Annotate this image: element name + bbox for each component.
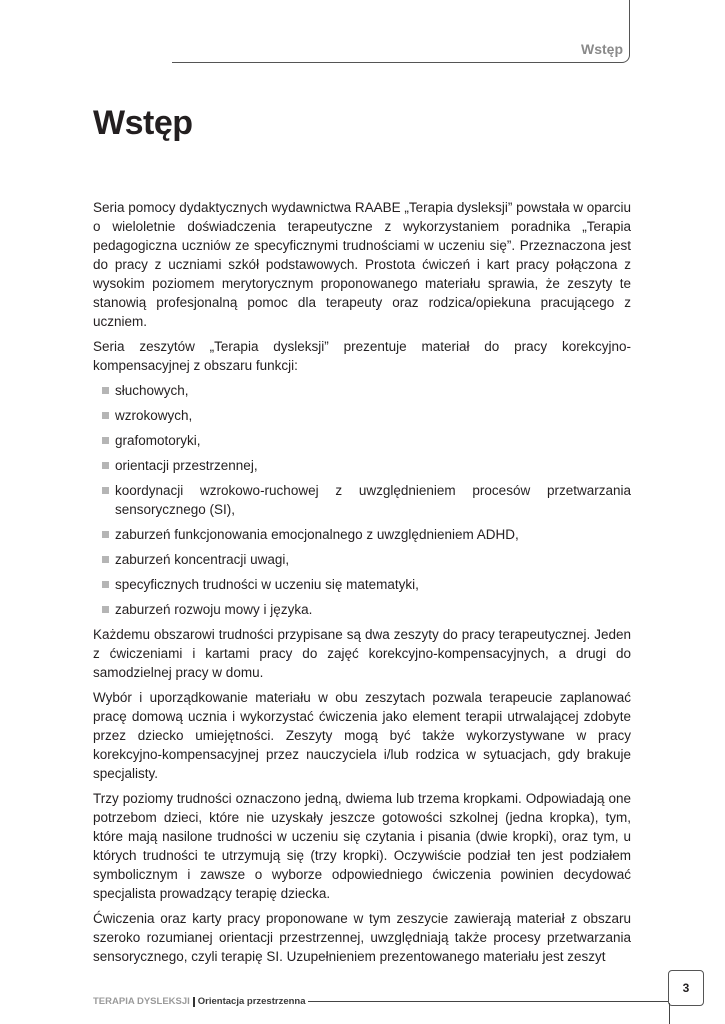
bullet-item [115, 600, 631, 619]
bullet-text: grafomotoryki, [115, 433, 201, 448]
footer [93, 996, 669, 1007]
square-bullet-icon [102, 462, 109, 469]
square-bullet-icon [102, 606, 109, 613]
paragraph: Każdemu obszarowi trudności przypisane są dwa zeszyty do pracy terapeutycznej. Jeden z ćwiczeniami i kartami pracy do zajęć korekcyjno-kompensacyjnych, a drugi do samodzielnej pracy w domu. [93, 627, 631, 680]
paragraph: Seria zeszytów „Terapia dysleksji” prezentuje materiał do pracy korekcyjno-kompensacyjnej z obszaru funkcji: [93, 339, 631, 373]
bullet-item [115, 525, 631, 544]
bullet-text: wzrokowych, [115, 408, 193, 423]
bullet-text: orientacji przestrzennej, [115, 458, 258, 473]
paragraph: Seria pomocy dydaktycznych wydawnictwa RAABE „Terapia dysleksji” powstała w oparciu o wieloletnie doświadczenia terapeutyczne z wykorzystaniem poradnika „Terapia pedagogiczna uczniów ze specyficznymi trudnościami w uczeniu się”. Przeznaczona jest do pracy z uczniami szkół podstawowych. Prostota ćwiczeń i kart pracy połączona z wysokim poziomem merytorycznym proponowanego materiału sprawia, że zeszyty te stanowią profesjonalną pomoc dla terapeuty oraz rodzica/opiekuna pracującego z uczniem. [93, 200, 631, 329]
bullet-item [115, 575, 631, 594]
paragraph: Wybór i uporządkowanie materiału w obu zeszytach pozwala terapeucie zaplanować pracę domową ucznia i wykorzystać ćwiczenia jako element terapii utrwalającej zdobyte przez dziecko umiejętności. Zeszyty mogą być także wykorzystywane w pracy korekcyjno-kompensacyjnej przez nauczyciela i/lub rodzica w sytuacjach, gdy brakuje specjalisty. [93, 690, 631, 781]
page-number-box [668, 970, 704, 1006]
paragraph: Trzy poziomy trudności oznaczono jedną, dwiema lub trzema kropkami. Odpowiadają one potrzebom dzieci, które nie uzyskały jeszcze gotowości szkolnej (jedna kropka), tym, które mają nasilone trudności w uczeniu się czytania i pisania (dwie kropki), oraz tym, u których trudności te utrzymują się (trzy kropki). Oczywiście podział ten jest podziałem symbolicznym i zawsze o wyborze odpowiedniego ćwiczenia powinien decydować specjalista prowadzący terapię dziecka. [93, 791, 631, 901]
bullet-item [115, 481, 631, 519]
bullet-item [115, 406, 631, 425]
bullet-item [115, 550, 631, 569]
page-title: Wstęp [93, 104, 193, 142]
header-frame [172, 0, 630, 63]
square-bullet-icon [102, 437, 109, 444]
square-bullet-icon [102, 387, 109, 394]
bullet-item [115, 456, 631, 475]
footer-rule [308, 1001, 670, 1002]
square-bullet-icon [102, 487, 109, 494]
bullet-item [115, 381, 631, 400]
square-bullet-icon [102, 581, 109, 588]
square-bullet-icon [102, 412, 109, 419]
bullet-text: koordynacji wzrokowo-ruchowej z uwzględnieniem procesów przetwarzania sensorycznego (SI), [115, 483, 631, 517]
bullet-text: zaburzeń rozwoju mowy i języka. [115, 602, 313, 617]
footer-vertical-rule [669, 1003, 670, 1024]
body-text [93, 198, 631, 972]
bullet-text: zaburzeń funkcjonowania emocjonalnego z uwzględnieniem ADHD, [115, 527, 519, 542]
paragraph: Ćwiczenia oraz karty pracy proponowane w tym zeszycie zawierają materiał z obszaru szeroko rozumianej orientacji przestrzennej, uwzględniają także procesy przetwarzania sensorycznego, czyli terapię SI. Uzupełnieniem prezentowanego materiału jest zeszyt [93, 911, 631, 964]
bullet-text: zaburzeń koncentracji uwagi, [115, 552, 290, 567]
bullet-text: specyficznych trudności w uczeniu się matematyki, [115, 577, 419, 592]
bullet-list [93, 381, 631, 619]
footer-separator [193, 997, 195, 1007]
running-header: Wstęp [581, 41, 623, 57]
square-bullet-icon [102, 556, 109, 563]
page-number: 3 [682, 981, 690, 995]
bullet-text: słuchowych, [115, 383, 189, 398]
footer-subtitle: Orientacja przestrzenna [197, 996, 306, 1007]
footer-series: TERAPIA DYSLEKSJI [93, 996, 190, 1007]
square-bullet-icon [102, 531, 109, 538]
bullet-item [115, 431, 631, 450]
